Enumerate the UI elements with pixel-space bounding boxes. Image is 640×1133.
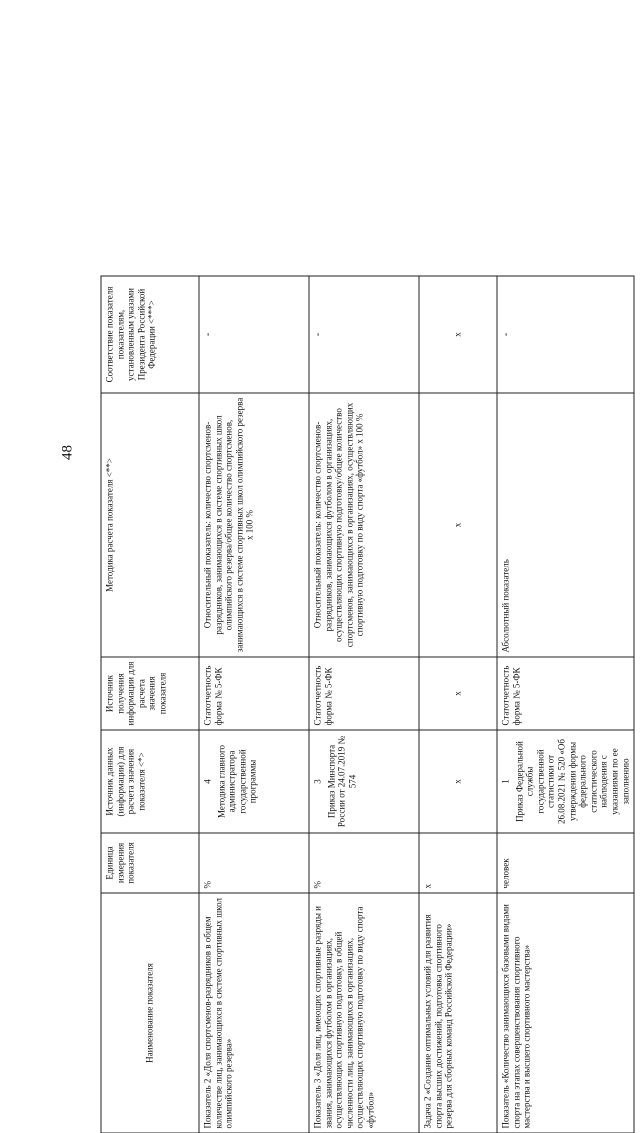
data-source	[497, 730, 634, 833]
calc-method: Абсолютный показатель	[497, 393, 634, 657]
table-row	[199, 276, 309, 1133]
task-name: Задача 2 «Создание оптимальных условий для развития спорта высших достижений, подготовка спортивного резерва для сборных команд Российской Федерации»	[419, 893, 497, 1133]
source-number: 4	[202, 778, 212, 784]
indicators-table	[100, 275, 634, 1133]
calc-method: Относительный показатель: количество спортсменов-разрядников, занимающихся футболом в организациях, осуществляющих спортивную подготовку/общее количество спортсменов, занимающихся в организациях, осуществляющих спортивную подготовку по виду спорта «футбол» х 100 %	[309, 393, 419, 657]
header-conformity: Соответствие показателя показателям, установленным указами Президента Российской Федерации <***>	[101, 276, 199, 393]
source-number: 3	[312, 778, 322, 784]
conformity	[309, 276, 419, 393]
indicator-name: Показатель 3 «Доля лиц, имеющих спортивные разряды и звания, занимающихся футболом в организациях, осуществляющих спортивную подготовку, в общей численности лиц, занимающихся в организациях, осуществляющих спортивную подготовку по виду спорта «футбол»	[309, 893, 419, 1133]
calc-method: x	[419, 393, 497, 657]
header-row	[101, 276, 199, 1133]
table-row	[309, 276, 419, 1133]
data-source	[309, 730, 419, 833]
indicator-unit: x	[419, 833, 497, 893]
page-number: 48	[59, 445, 76, 460]
indicator-unit: %	[199, 833, 309, 893]
conformity	[497, 276, 634, 393]
conformity-value: -	[312, 332, 323, 336]
header-name: Наименование показателя	[101, 893, 199, 1133]
info-source: Статотчетность форма № 5-ФК	[497, 657, 634, 730]
rotated-table-wrapper	[100, 276, 630, 1133]
info-source: Статотчетность форма № 5-ФК	[309, 657, 419, 730]
header-method: Методика расчета показателя <**>	[101, 393, 199, 657]
source-text: Приказ Минспорта России от 24.07.2019 № 574	[325, 735, 357, 827]
table-row	[497, 276, 634, 1133]
indicator-unit: человек	[497, 833, 634, 893]
indicator-unit: %	[309, 833, 419, 893]
conformity	[199, 276, 309, 393]
table-row	[419, 276, 497, 1133]
info-source: Статотчетность форма № 5-ФК	[199, 657, 309, 730]
info-source: x	[419, 657, 497, 730]
data-source	[199, 730, 309, 833]
calc-method: Относительный показатель: количество спортсменов-разрядников, занимающихся в системе спортивных школ олимпийского резерва/общее количество спортсменов, занимающихся в системе спортивных школ олимпийского резерва х 100 %	[199, 393, 309, 657]
header-unit: Единица измерения показателя	[101, 833, 199, 893]
indicator-name: Показатель 2 «Доля спортсменов-разрядников в общем количестве лиц, занимающихся в системе спортивных школ олимпийского резерва»	[199, 893, 309, 1133]
header-info-source: Источник получения информации для расчета значения показателя	[101, 657, 199, 730]
source-number: 1	[500, 778, 510, 784]
conformity-value: -	[202, 332, 213, 336]
source-text: Методика главного администратора государственной программы	[215, 744, 258, 818]
header-data-source: Источник данных (информации) для расчета значения показателя <*>	[101, 730, 199, 833]
conformity: x	[419, 276, 497, 393]
data-source	[419, 730, 497, 833]
conformity-value: -	[500, 332, 511, 336]
source-text: x	[452, 778, 463, 784]
source-text: Приказ Федеральной службы государственной статистики от 26.08.2021 № 520 «Об утверждении формы федерального статистического наблюдения с указаниями по ее заполнению	[513, 738, 630, 824]
indicator-name: Показатель «Количество занимающихся базовыми видами спорта на этапах совершенствования спортивного мастерства и высшего спортивного мастерства»	[497, 893, 634, 1133]
